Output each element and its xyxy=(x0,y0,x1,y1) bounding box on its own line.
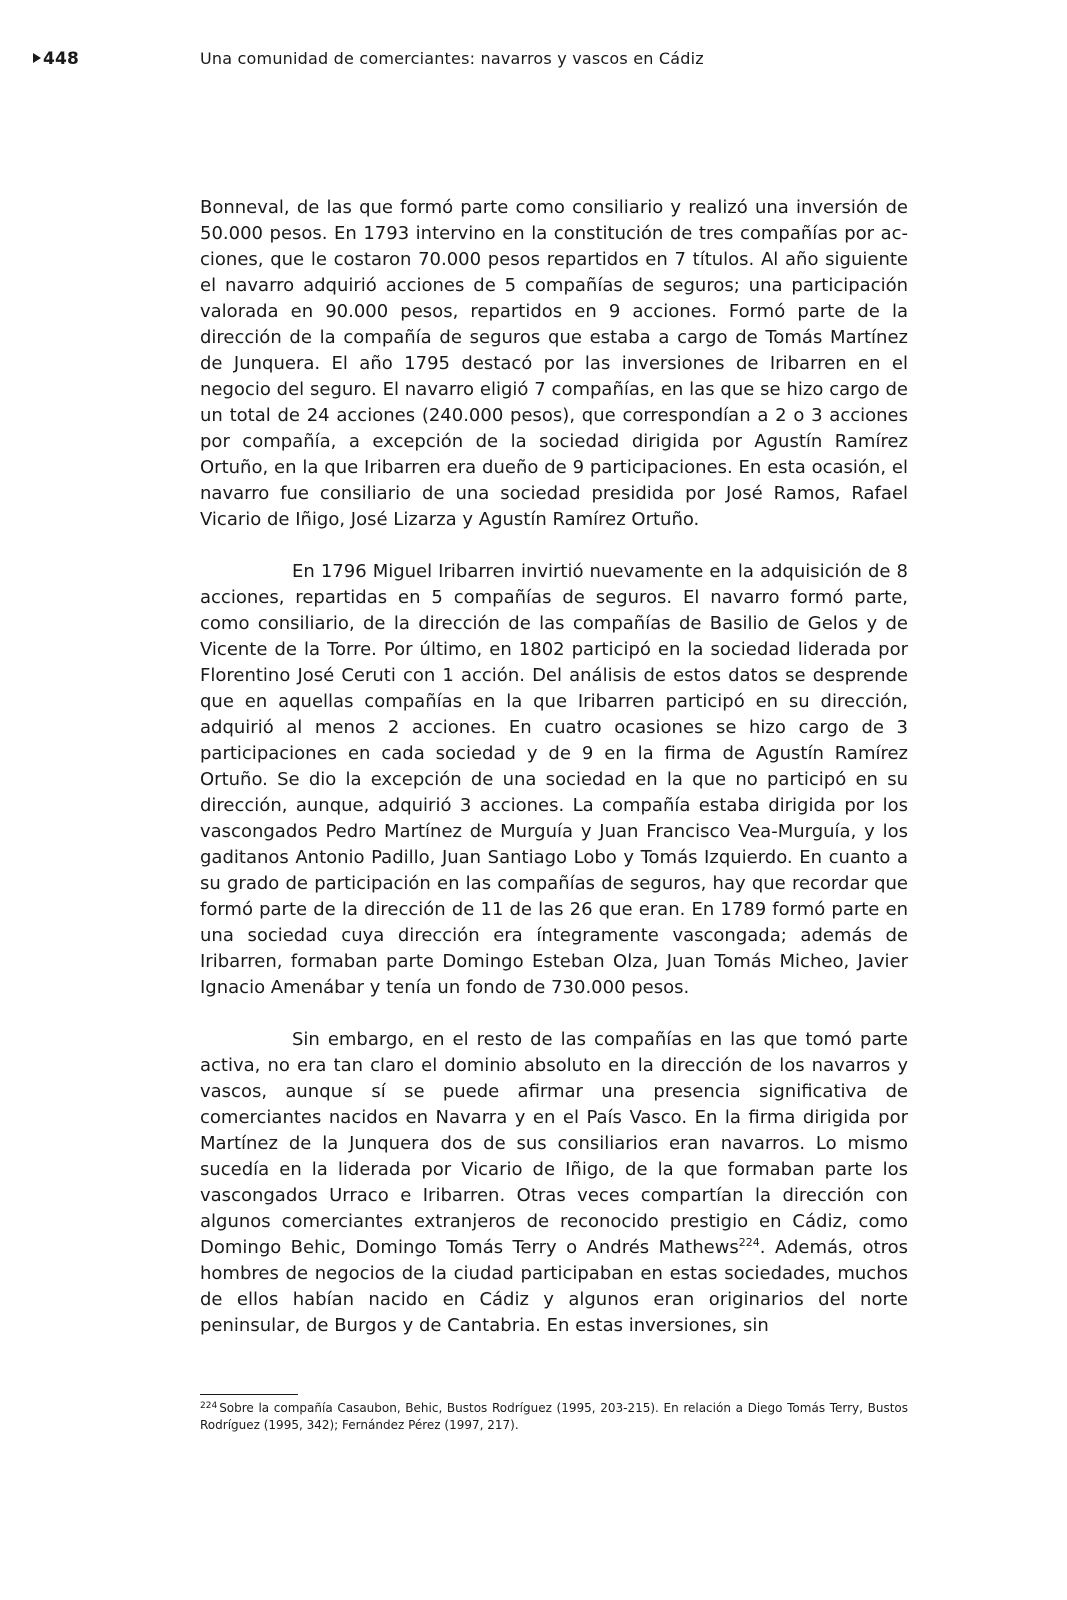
running-header xyxy=(33,49,913,73)
footnote xyxy=(200,1400,908,1434)
footnote-divider xyxy=(200,1394,298,1395)
footnote-text: Sobre la compañía Casaubon, Behic, Bustos Rodríguez (1995, 203-215). En relación a Diego Tomás Terry, Bustos Rodríguez (1995, 342); Fernández Pérez (1997, 217). xyxy=(200,1401,908,1432)
paragraph-3 xyxy=(200,1027,908,1339)
running-title: Una comunidad de comerciantes: navarros y vascos en Cádiz xyxy=(200,49,704,68)
page-number xyxy=(33,49,79,69)
paragraph-3-text-a: Sin embargo, en el resto de las compañías en las que tomó parte activa, no era tan claro el dominio absoluto en la dirección de los navarros y vascos, aunque sí se puede afirmar una presencia significativa de comerciantes nacidos en Navarra y en el País Vasco. En la firma dirigida por Martínez de la Junquera dos de sus consiliarios eran navarros. Lo mismo sucedía en la liderada por Vicario de Iñigo, de la que formaban parte los vascongados Urraco e Iribarren. Otras veces compartían la dirección con algunos comerciantes extranjeros de reconocido prestigio en Cádiz, como Domingo Behic, Domingo Tomás Terry o Andrés Mathews xyxy=(200,1029,908,1258)
footnote-reference[interactable]: 224 xyxy=(738,1236,760,1249)
body-text xyxy=(200,195,908,1339)
page-number-value: 448 xyxy=(43,49,80,69)
paragraph-2: En 1796 Miguel Iribarren invirtió nuevamente en la adquisición de 8 acciones, repartidas en 5 compañías de seguros. El navarro formó parte, como consiliario, de la dirección de las compañías de Basilio de Gelos y de Vicente de la Torre. Por último, en 1802 participó en la sociedad liderada por Florentino José Ceruti con 1 acción. Del análisis de estos datos se desprende que en aquellas compañías en la que Iribarren participó en su dirección, adquirió al menos 2 acciones. En cuatro ocasiones se hizo cargo de 3 participaciones en cada sociedad y de 9 en la firma de Agustín Ramírez Ortuño. Se dio la excepción de una sociedad en la que no participó en su dirección, aunque, adquirió 3 acciones. La compañía estaba dirigida por los vascongados Pedro Martínez de Murguía y Juan Francisco Vea-Murguía, y los gaditanos Antonio Padillo, Juan Santiago Lobo y Tomás Izquierdo. En cuanto a su grado de participación en las compañías de seguros, hay que recordar que formó parte de la dirección de 11 de las 26 que eran. En 1789 formó parte en una sociedad cuya dirección era íntegramente vascongada; además de Iribarren, formaban parte Domingo Esteban Olza, Juan Tomás Micheo, Javier Ignacio Amenábar y tenía un fondo de 730.000 pesos. xyxy=(200,561,908,998)
paragraph-1: Bonneval, de las que formó parte como consiliario y realizó una inversión de 50.000 pesos. En 1793 intervino en la constitución de tres compañías por acciones, que le costaron 70.000 pesos repartidos en 7 títulos. Al año siguiente el navarro adquirió acciones de 5 compañías de seguros; una participación valorada en 90.000 pesos, repartidos en 9 acciones. Formó parte de la dirección de la compañía de seguros que estaba a cargo de Tomás Martínez de Junquera. El año 1795 destacó por las inversiones de Iribarren en el negocio del seguro. El navarro eligió 7 compañías, en las que se hizo cargo de un total de 24 acciones (240.000 pesos), que correspondían a 2 o 3 acciones por compañía, a excepción de la sociedad dirigida por Agustín Ramírez Ortuño, en la que Iribarren era dueño de 9 participaciones. En esta ocasión, el navarro fue consiliario de una sociedad presidida por José Ramos, Rafael Vicario de Iñigo, José Lizarza y Agustín Ramírez Ortuño. xyxy=(200,197,908,530)
paragraph-3-text-b: . Además, otros hombres de negocios de la ciudad participaban en estas sociedades, muchos de ellos habían nacido en Cádiz y algunos eran originarios del norte peninsular, de Burgos y de Cantabria. En estas inversiones, sin xyxy=(200,1237,908,1336)
triangle-marker-icon xyxy=(33,53,41,63)
footnote-number: 224 xyxy=(200,1401,218,1411)
